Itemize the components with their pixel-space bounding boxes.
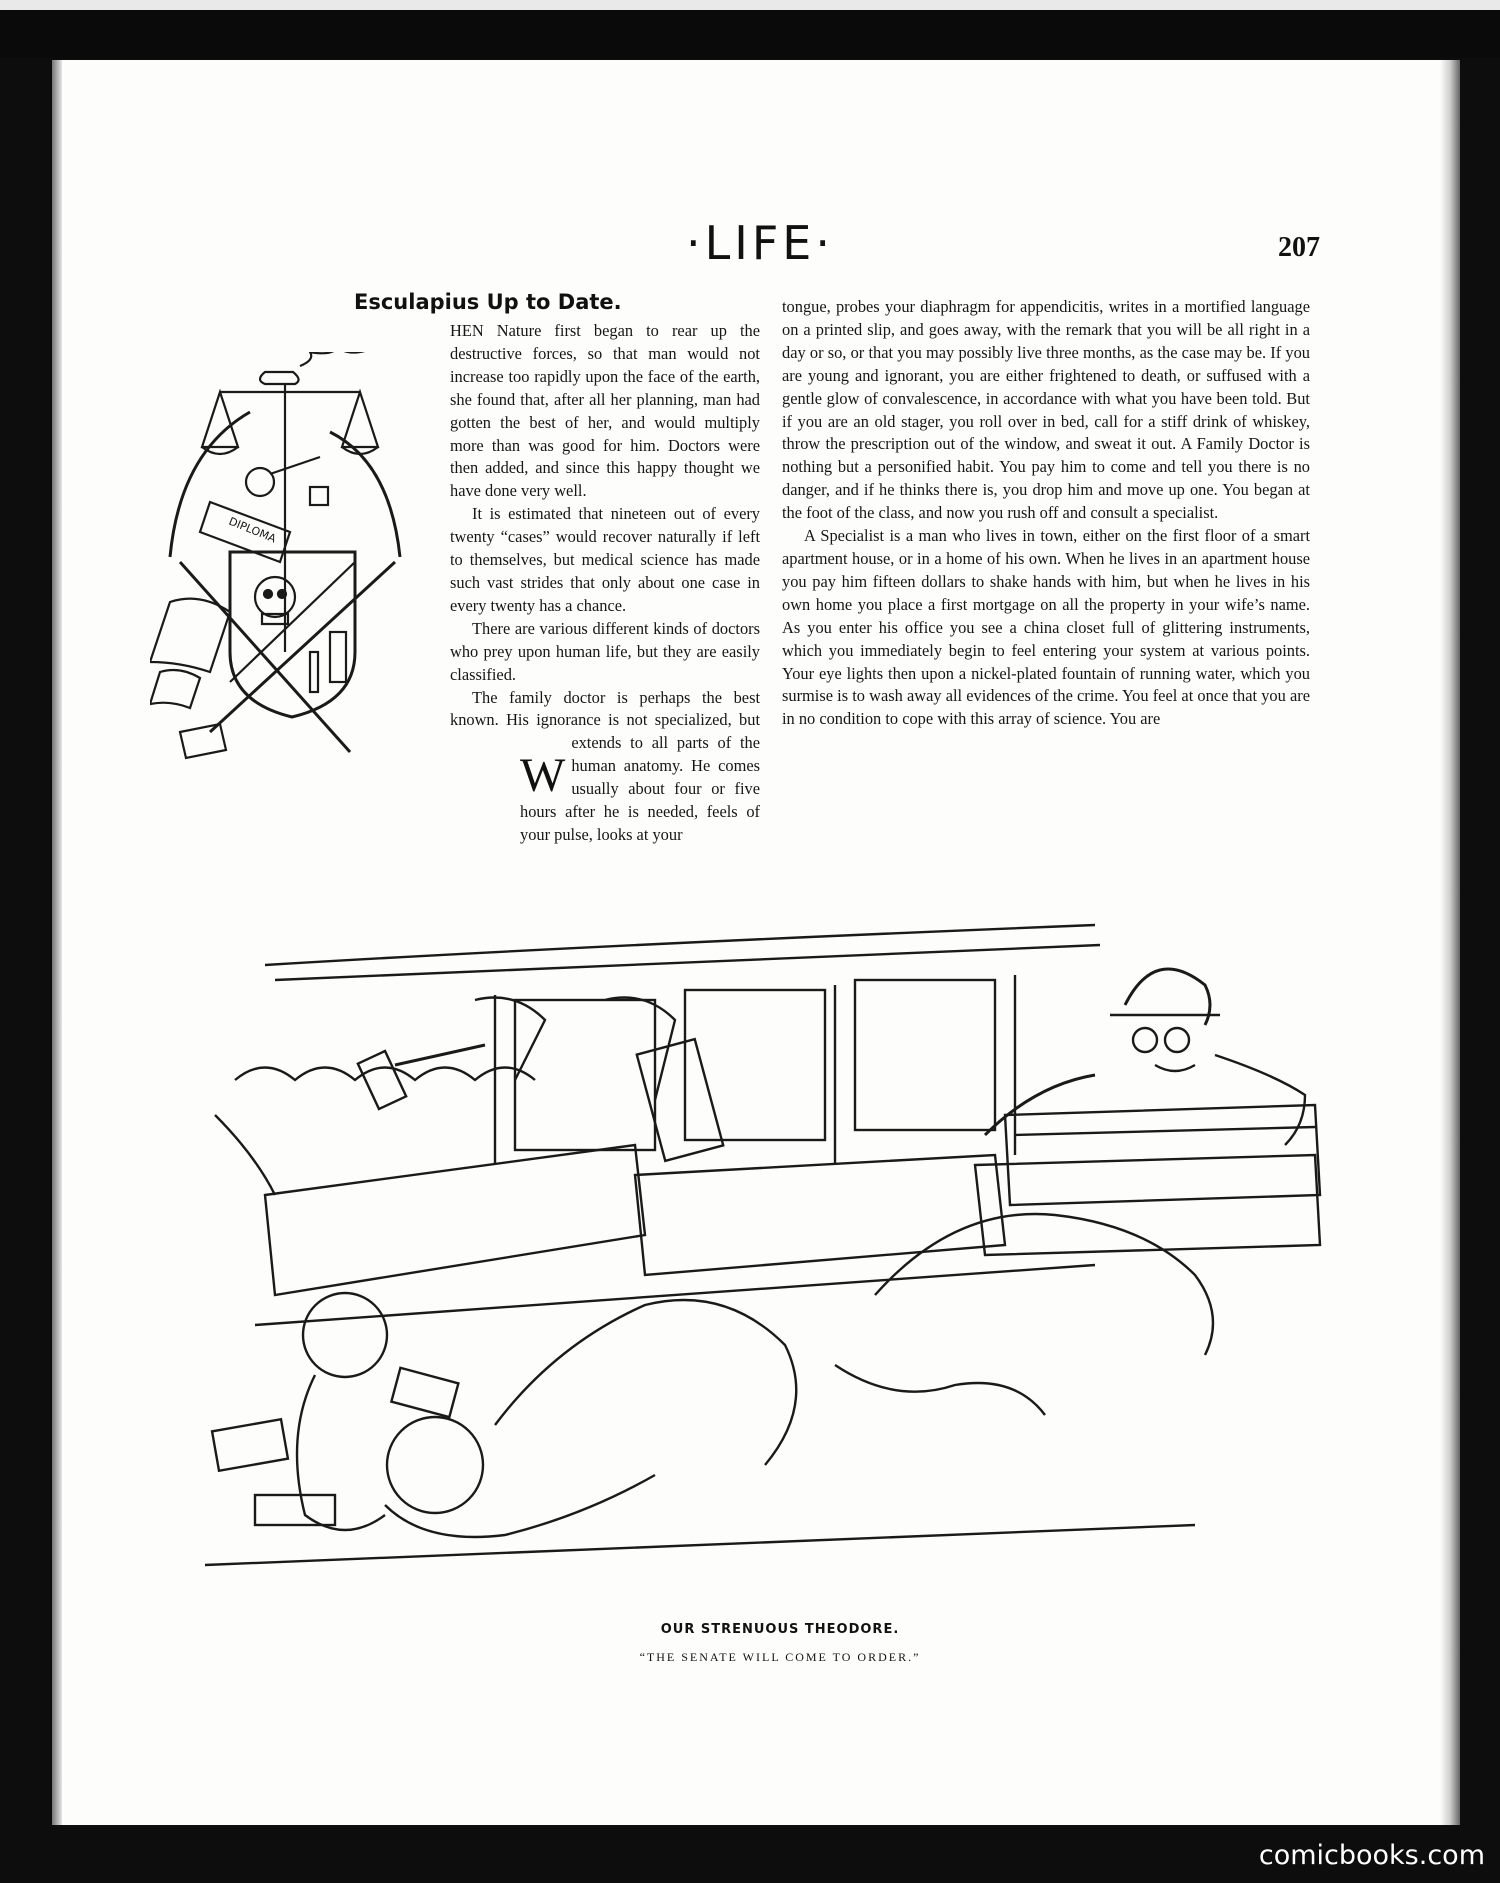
page-number: 207: [1278, 232, 1320, 263]
scan-top-edge: [0, 0, 1500, 58]
article-right-column: [782, 296, 1310, 731]
paragraph: There are various different kinds of doctors who prey upon human life, but they are easily classified.: [450, 618, 760, 684]
article-title: Esculapius Up to Date.: [354, 290, 622, 314]
cartoon-caption-quote: “THE SENATE WILL COME TO ORDER.”: [639, 1650, 921, 1664]
senate-cartoon-illustration: [195, 905, 1335, 1605]
paragraph: A Specialist is a man who lives in town, either on the first floor of a smart apartment house, or in a home of his own. When he lives in an apartment house you pay him fifteen dollars to shake hands with him, but when he lives in his own home you place a first mortgage on all the property in your wife’s name. As you enter his office you see a china closet full of glittering instruments, which you immediately begin to feel entering your system at various points. Your eye lights then upon a nickel-plated fountain of running water, which you surmise is to wash away all evidences of the crime. You feel at once that you are in no condition to cope with this array of science. You are: [782, 526, 1310, 729]
page-spine-shadow: [52, 60, 62, 1825]
masthead-title: ·LIFE·: [686, 216, 834, 270]
site-watermark: comicbooks.com: [1258, 1840, 1485, 1871]
page-right-edge: [1440, 60, 1460, 1825]
cartoon-caption-title: OUR STRENUOUS THEODORE.: [660, 1622, 900, 1637]
paragraph: The family doctor is perhaps the best known. His ignorance is not specialized, but extends to all parts of the human anatomy. He comes usually about four or five hours after he is needed, feels of your pulse, looks at your: [450, 687, 760, 844]
drop-cap: W: [520, 749, 566, 802]
paragraph: It is estimated that nineteen out of every twenty “cases” would recover naturally if left to themselves, but medical science has made such vast strides that only about one case in every twenty has a chance.: [450, 504, 760, 615]
paragraph-intro: W HEN Nature first began to rear up the destructive forces, so that man would not increase too rapidly upon the face of the earth, she found that, after all her planning, man had gotten the best of her, and would multiply more than was good for him. Doctors were then added, and since this happy thought we have done very well.: [450, 321, 760, 802]
medical-emblem-illustration: [150, 352, 450, 762]
paragraph: tongue, probes your diaphragm for appendicitis, writes in a mortified language on a printed slip, and goes away, with the remark that you will be all right in a day or so, or that you may possibly live three months, as the case may be. If you are young and ignorant, you are either frightened to death, or suffused with a gentle glow of convalescence, in accordance with what you have been told. But if you are an old stager, you roll over in bed, call for a stiff drink of whiskey, throw the prescription out of the window, and sweat it out. A Family Doctor is nothing but a personified habit. You pay him to come and tell you there is no danger, and if he thinks there is, you drop him and move up one. You began at the foot of the class, and now you rush off and consult a specialist.: [782, 297, 1310, 523]
diploma-label: DIPLOMA: [226, 514, 278, 546]
